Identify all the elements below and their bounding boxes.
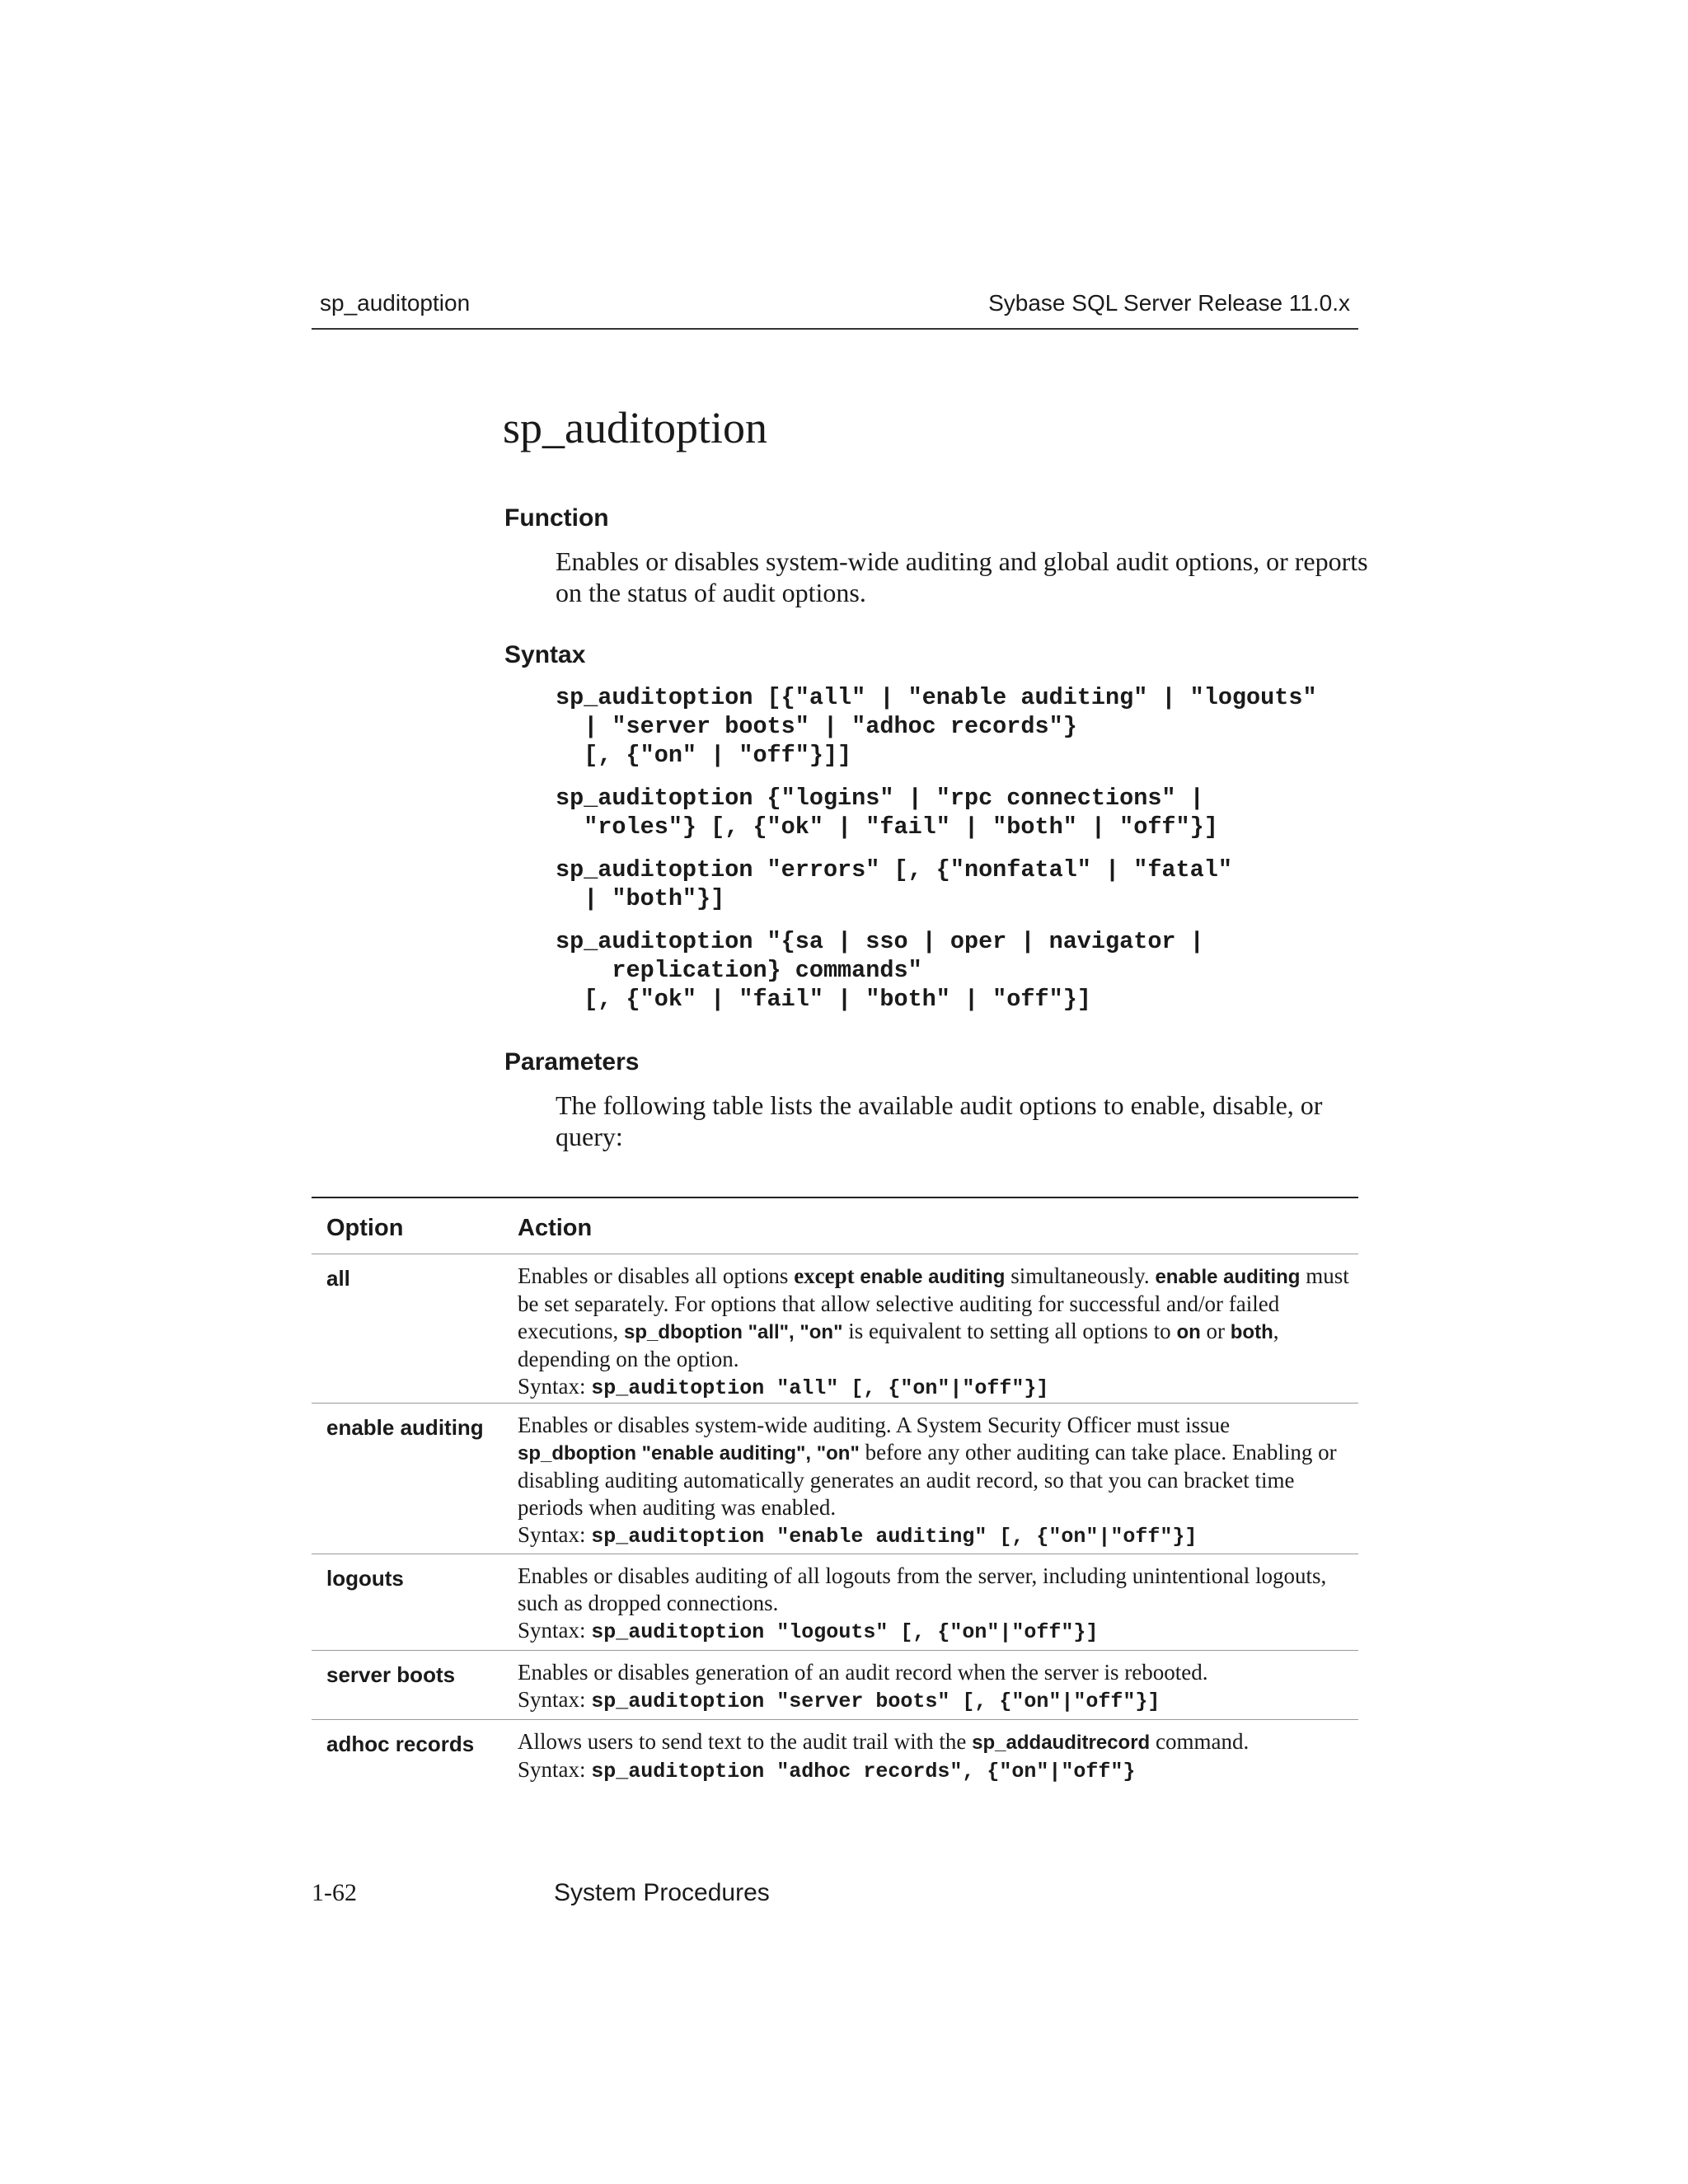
table-row [312,1554,1358,1651]
table-row [312,1651,1358,1720]
header-left: sp_auditoption [320,290,471,316]
syntax-line: sp_auditoption "{sa | sso | oper | navigator | [556,928,1204,955]
parameters-heading: Parameters [504,1048,640,1076]
option-name: adhoc records [326,1732,475,1756]
syntax-code: sp_auditoption "adhoc records", {"on"|"off"} [591,1760,1136,1783]
table-row [312,1720,1358,1789]
syntax-line: [, {"ok" | "fail" | "both" | "off"}] [556,986,1091,1013]
action-text: Enables or disables system-wide auditing. A System Security Officer must issue sp_dboption "enable auditing", "on" before any other auditing can take place. Enabling or disabling auditing automatically generates an audit record, so that you can bracket time periods when auditing was enabled. Syntax: sp_auditoption "enable auditing" [, {"on"|"off"}] [518,1413,1337,1549]
table-row [312,1404,1358,1554]
syntax-line: sp_auditoption "errors" [, {"nonfatal" | "fatal" [556,856,1232,883]
audit-options-table [312,1197,1358,1783]
action-text: Allows users to send text to the audit trail with the sp_addauditrecord command. Syntax: sp_auditoption "adhoc records", {"on"|"off"} [518,1729,1250,1783]
column-header-option: Option [326,1215,404,1241]
syntax-line: replication} commands" [556,957,922,984]
syntax-code: sp_auditoption "all" [, {"on"|"off"}] [591,1376,1049,1400]
syntax-line: | "server boots" | "adhoc records"} [556,713,1077,740]
option-name: logouts [326,1566,404,1591]
syntax-line: sp_auditoption [{"all" | "enable auditing" | "logouts" [556,684,1317,711]
table-header [312,1198,1358,1254]
running-header [312,290,1358,330]
function-heading: Function [504,504,609,532]
page-title: sp_auditoption [503,403,767,452]
book-title: System Procedures [554,1879,770,1906]
syntax-label: Syntax: [518,1618,592,1643]
option-name: enable auditing [326,1415,484,1440]
function-text: Enables or disables system-wide auditing and global audit options, or reports on the status of audit options. [556,546,1368,607]
syntax-line: | "both"}] [556,885,725,912]
syntax-label: Syntax: [518,1687,592,1712]
syntax-code: sp_auditoption "server boots" [, {"on"|"off"}] [591,1690,1160,1713]
table-row [312,1254,1358,1404]
syntax-line: sp_auditoption {"logins" | "rpc connections" | [556,785,1204,812]
syntax-heading: Syntax [504,641,586,668]
action-text: Enables or disables auditing of all logouts from the server, including unintentional logouts, such as dropped connections. Syntax: sp_auditoption "logouts" [, {"on"|"off"}] [518,1563,1327,1644]
syntax-code: sp_auditoption "enable auditing" [, {"on"|"off"}] [591,1525,1198,1549]
syntax-line: [, {"on" | "off"}]] [556,742,852,769]
header-right: Sybase SQL Server Release 11.0.x [988,290,1350,316]
option-name: all [326,1266,350,1291]
action-text: Enables or disables generation of an audit record when the server is rebooted. Syntax: sp_auditoption "server boots" [, {"on"|"off"}] [518,1660,1208,1713]
parameters-text: The following table lists the available audit options to enable, disable, or query: [556,1090,1323,1151]
page-number: 1-62 [312,1879,357,1906]
syntax-line: "roles"} [, {"ok" | "fail" | "both" | "off"}] [556,813,1218,841]
column-header-action: Action [518,1215,593,1241]
action-text: Enables or disables all options except enable auditing simultaneously. enable auditing must be set separately. For options that allow selective auditing for successful and/or failed executions, sp_dboption "all", "on" is equivalent to setting all options to on or both, depending on the option. Syntax: sp_auditoption "all" [, {"on"|"off"}] [518,1263,1349,1400]
syntax-label: Syntax: [518,1374,592,1399]
option-name: server boots [326,1662,456,1687]
syntax-label: Syntax: [518,1522,592,1547]
syntax-label: Syntax: [518,1757,592,1782]
syntax-code: sp_auditoption "logouts" [, {"on"|"off"}] [591,1620,1099,1644]
